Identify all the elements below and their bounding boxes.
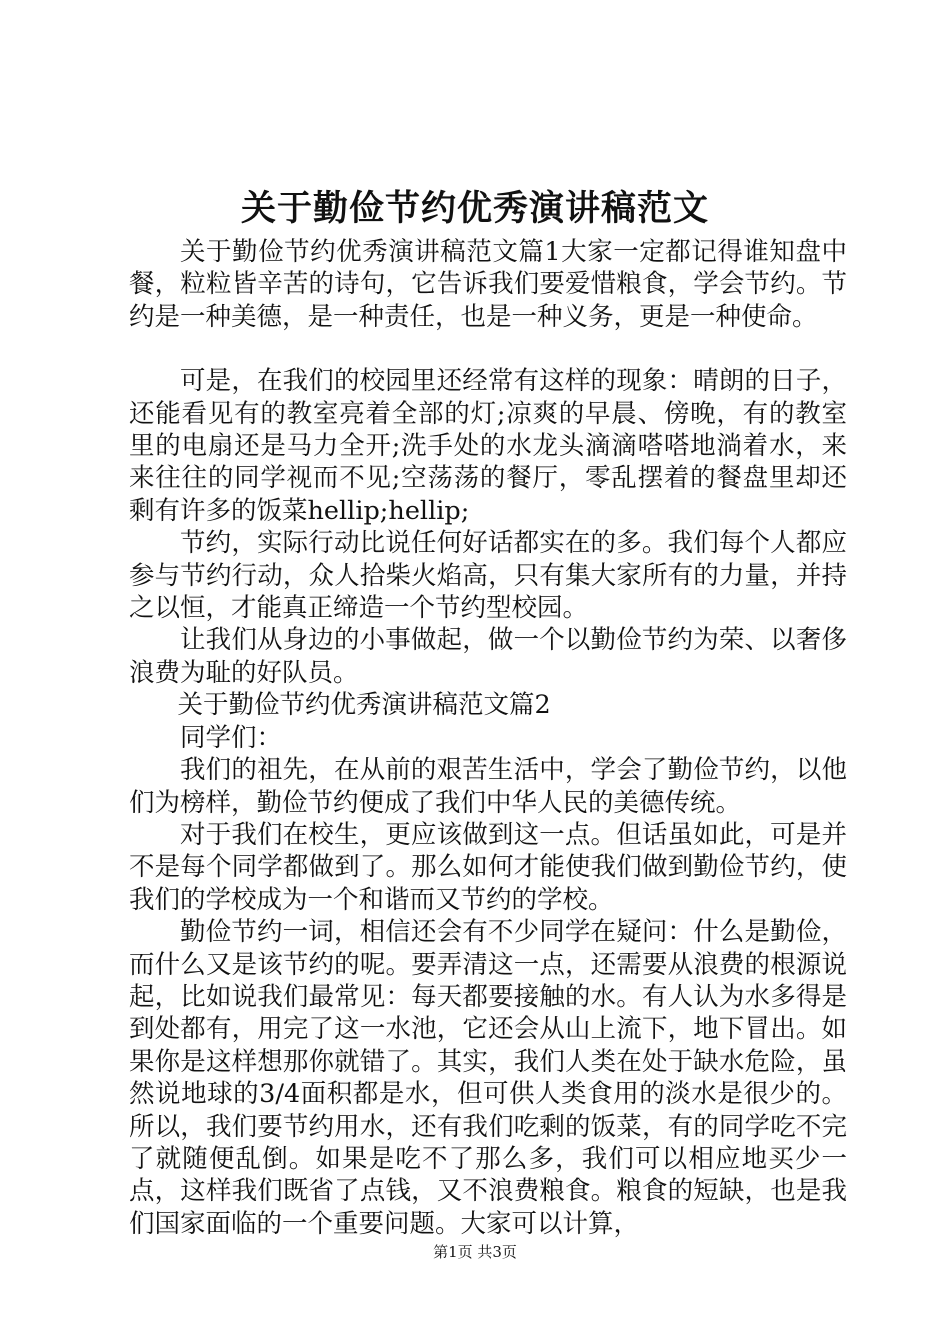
paragraph-6: 对于我们在校生，更应该做到这一点。但话虽如此，可是并不是每个同学都做到了。那么如何才能使我们做到勤俭节约，使我们的学校成为一个和谐而又节约的学校。 <box>129 819 847 915</box>
paragraph-salutation: 同学们： <box>180 722 283 753</box>
document-title: 关于勤俭节约优秀演讲稿范文 <box>240 188 709 229</box>
paragraph-4: 让我们从身边的小事做起，做一个以勤俭节约为荣、以奢侈浪费为耻的好队员。 <box>129 625 847 688</box>
paragraph-1: 关于勤俭节约优秀演讲稿范文篇1大家一定都记得谁知盘中餐，粒粒皆辛苦的诗句，它告诉我们要爱惜粮食，学会节约。节约是一种美德，是一种责任，也是一种义务，更是一种使命。 <box>129 237 847 332</box>
paragraph-2: 可是，在我们的校园里还经常有这样的现象：晴朗的日子，还能看见有的教室亮着全部的灯;凉爽的早晨、傍晚，有的教室里的电扇还是马力全开;洗手处的水龙头滴滴嗒嗒地淌着水，来来往往的同学视而不见;空荡荡的餐厅，零乱摆着的餐盘里却还剩有许多的饭菜hellip;hellip; <box>129 366 847 526</box>
document-body <box>129 236 847 1240</box>
paragraph-3: 节约，实际行动比说任何好话都实在的多。我们每个人都应参与节约行动，众人拾柴火焰高，只有集大家所有的力量，并持之以恒，才能真正缔造一个节约型校园。 <box>129 528 847 624</box>
section-heading-2: 关于勤俭节约优秀演讲稿范文篇2 <box>177 690 551 721</box>
paragraph-7: 勤俭节约一词，相信还会有不少同学在疑问：什么是勤俭，而什么又是该节约的呢。要弄清这一点，还需要从浪费的根源说起，比如说我们最常见：每天都要接触的水。有人认为水多得是到处都有，用完了这一水池，它还会从山上流下，地下冒出。如果你是这样想那你就错了。其实，我们人类在处于缺水危险，虽然说地球的3/4面积都是水，但可供人类食用的淡水是很少的。所以，我们要节约用水，还有我们吃剩的饭菜，有的同学吃不完了就随便乱倒。如果是吃不了那么多，我们可以相应地买少一点，这样我们既省了点钱，又不浪费粮食。粮食的短缺，也是我们国家面临的一个重要问题。大家可以计算， <box>129 917 847 1239</box>
paragraph-5: 我们的祖先，在从前的艰苦生活中，学会了勤俭节约，以他们为榜样，勤俭节约便成了我们中华人民的美德传统。 <box>129 755 847 818</box>
page-number-footer: 第1页 共3页 <box>433 1243 517 1261</box>
